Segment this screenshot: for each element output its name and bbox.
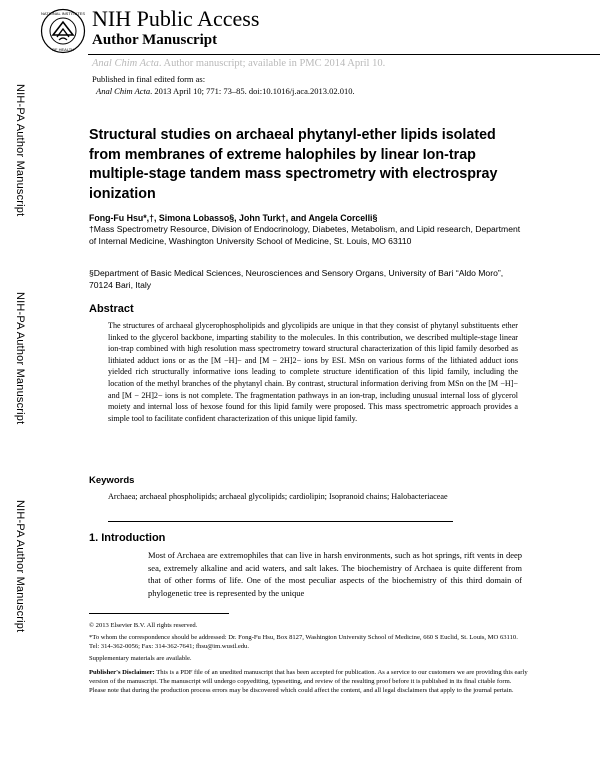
disclaimer-label: Publisher's Disclaimer: bbox=[89, 669, 155, 676]
introduction-heading: 1. Introduction bbox=[89, 532, 166, 544]
abstract-heading: Abstract bbox=[89, 303, 134, 315]
publisher-disclaimer bbox=[89, 668, 529, 695]
abstract-body: The structures of archaeal glycerophospholipids and glycolipids are unique in that they consist of phytanyl substituents ether linked to the glycerol backbone, imparting stability to the molecules. In this contribution, we described multiple-stage linear ion-trap combined with high resolution mass spectrometry toward structural characterization of this lipid family desorbed as lithiated adduct ions or as the [M −H]− and [M − 2H]2− ions by ESI. MSn on various forms of the lithiated adduct ions yielded rich structurally informative ions leading to complete structure identification of this lipid family, including the location of the methyl branches of the phytanyl chain. By contrast, structural information deriving from MSn on the [M −H]− and [M − 2H]2− ions is not complete. The fragmentation pathways in an ion-trap, including unusual internal loss of glycerol moiety and internal loss of hexose found for this lipid family were proposed. This mass spectrometric approach provides a simple tool to facilitate confident characterization of this unique lipid family. bbox=[108, 321, 518, 423]
svg-text:OF HEALTH: OF HEALTH bbox=[51, 47, 75, 52]
disclaimer-text: This is a PDF file of an unedited manuscript that has been accepted for publication. As a service to our customers we are providing this early version of the manuscript. The manuscript will undergo copyediting, typesetting, and review of the resulting proof before it is published in its final citable form. Please note that during the production process errors may be discovered which could affect the content, and all legal disclaimers that apply to the journal pertain. bbox=[89, 669, 528, 694]
citation-details: . 2013 April 10; 771: 73–85. doi:10.1016/j.aca.2013.02.010. bbox=[150, 86, 355, 96]
article-title: Structural studies on archaeal phytanyl-ether lipids isolated from membranes of extreme halophiles by linear Ion-trap multiple-stage tandem mass spectrometry with electrospray ionization bbox=[89, 127, 498, 202]
keywords-list: Archaea; archaeal phospholipids; archaeal glycolipids; cardiolipin; Isopranoid chains; Halobacteriaceae bbox=[108, 492, 448, 501]
citation-journal: Anal Chim Acta bbox=[96, 86, 151, 96]
introduction-body: Most of Archaea are extremophiles that can live in harsh environments, such as hot springs, rift vents in deep sea, extremely alkaline and acid waters, and salt lakes. The biochemistry of Archaea is quite different from that of other forms of life. One of the most peculiar aspects of the biochemistry of this third domain of phylogenetic tree is represented by the unique bbox=[148, 550, 522, 598]
author-list: Fong-Fu Hsu*,†, Simona Lobasso§, John Turk†, and Angela Corcelli§ bbox=[89, 213, 378, 223]
nih-public-access-title: NIH Public Access bbox=[92, 6, 260, 31]
correspondence-note: *To whom the correspondence should be addressed: Dr. Fong-Fu Hsu, Box 8127, Washington University School of Medicine, 660 S Euclid, St. Louis, MO 63110. Tel: 314-362-0056; Fax: 314-362-7641; fhsu@im.wustl.edu. bbox=[89, 634, 518, 650]
published-label: Published in final edited form as: bbox=[92, 74, 206, 84]
supplementary-note: Supplementary materials are available. bbox=[89, 655, 192, 662]
affiliation-1: †Mass Spectrometry Resource, Division of Endocrinology, Diabetes, Metabolism, and Lipid research, Department of Internal Medicine, Washington University School of Medicine, St. Louis, MO 63110 bbox=[89, 224, 521, 246]
keywords-heading: Keywords bbox=[89, 475, 135, 486]
journal-name: Anal Chim Acta bbox=[92, 58, 159, 69]
nih-seal-logo bbox=[40, 8, 86, 54]
availability-note bbox=[92, 57, 385, 70]
affiliation-2: §Department of Basic Medical Sciences, Neurosciences and Sensory Organs, University of Bari “Aldo Moro”, 70124 Bari, Italy bbox=[89, 268, 504, 290]
citation bbox=[96, 86, 355, 97]
svg-text:NATIONAL INSTITUTES: NATIONAL INSTITUTES bbox=[40, 11, 86, 16]
copyright-note: © 2013 Elsevier B.V. All rights reserved. bbox=[89, 622, 198, 629]
keywords-rule bbox=[108, 521, 453, 522]
author-manuscript-label: Author Manuscript bbox=[92, 32, 218, 48]
footnote-rule bbox=[89, 613, 229, 614]
header-rule bbox=[88, 54, 600, 55]
availability-text: . Author manuscript; available in PMC 2014 April 10. bbox=[158, 58, 386, 69]
